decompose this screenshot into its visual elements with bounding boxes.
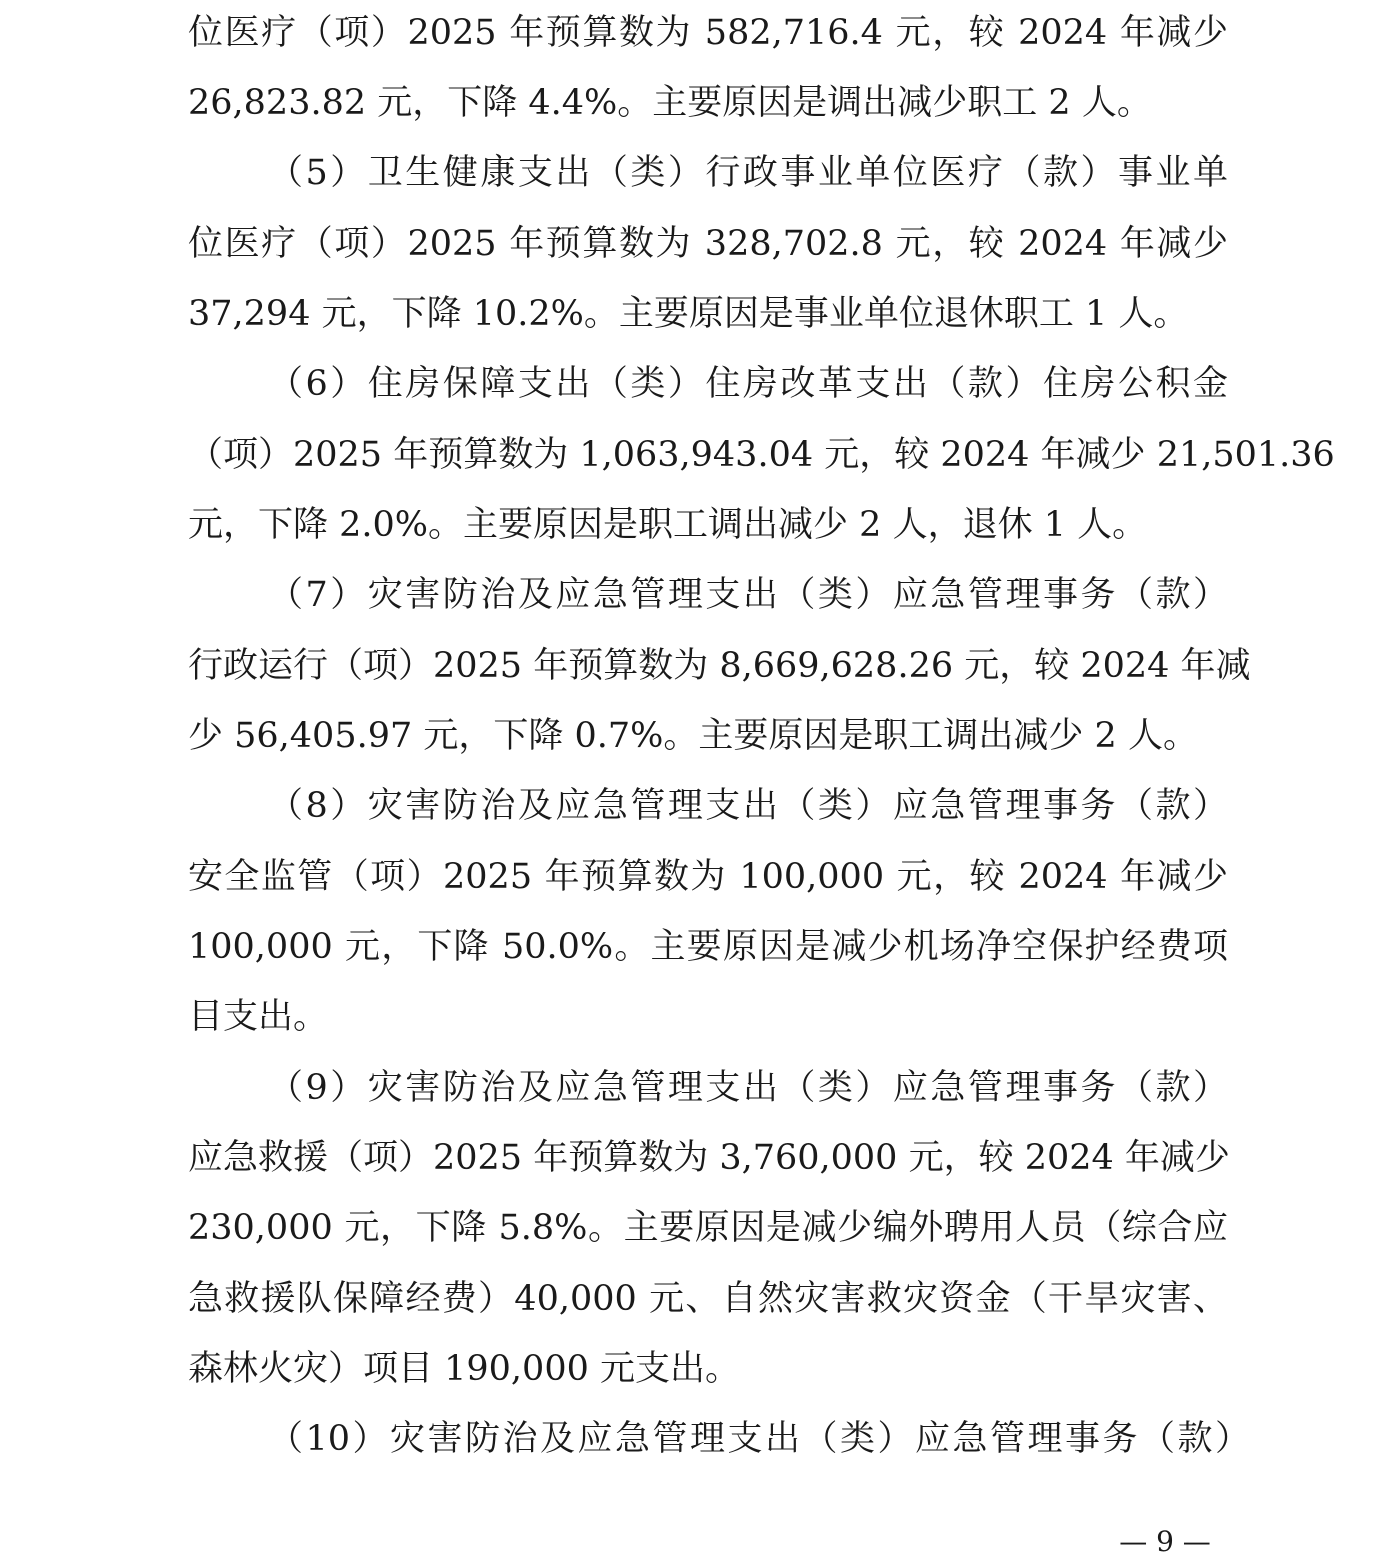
paragraph-9-line-4: 急救援队保障经费）40,000 元、自然灾害救灾资金（干旱灾害、: [188, 1279, 1228, 1319]
paragraph-8-line-3: 100,000 元，下降 50.0%。主要原因是减少机场净空保护经费项: [188, 927, 1228, 967]
paragraph-6-line-3: 元，下降 2.0%。主要原因是职工调出减少 2 人，退休 1 人。: [188, 505, 1148, 545]
paragraph-10-line-1: （10）灾害防治及应急管理支出（类）应急管理事务（款）: [268, 1419, 1250, 1459]
text-line-1: 位医疗（项）2025 年预算数为 582,716.4 元，较 2024 年减少: [188, 13, 1228, 53]
paragraph-9-line-2: 应急救援（项）2025 年预算数为 3,760,000 元，较 2024 年减少: [188, 1138, 1230, 1178]
paragraph-5-line-2: 位医疗（项）2025 年预算数为 328,702.8 元，较 2024 年减少: [188, 224, 1228, 264]
paragraph-7-line-1: （7）灾害防治及应急管理支出（类）应急管理事务（款）: [268, 575, 1228, 615]
paragraph-9-line-1: （9）灾害防治及应急管理支出（类）应急管理事务（款）: [268, 1068, 1228, 1108]
page-number: — 9 —: [1119, 1525, 1211, 1558]
text-line-2: 26,823.82 元，下降 4.4%。主要原因是调出减少职工 2 人。: [188, 83, 1152, 123]
paragraph-8-line-2: 安全监管（项）2025 年预算数为 100,000 元，较 2024 年减少: [188, 857, 1228, 897]
paragraph-8-line-4: 目支出。: [188, 997, 329, 1037]
paragraph-7-line-2: 行政运行（项）2025 年预算数为 8,669,628.26 元，较 2024 年减: [188, 646, 1251, 686]
paragraph-5-line-3: 37,294 元，下降 10.2%。主要原因是事业单位退休职工 1 人。: [188, 294, 1189, 334]
paragraph-9-line-3: 230,000 元，下降 5.8%。主要原因是减少编外聘用人员（综合应: [188, 1208, 1228, 1248]
paragraph-9-line-5: 森林火灾）项目 190,000 元支出。: [188, 1349, 740, 1389]
paragraph-6-line-2: （项）2025 年预算数为 1,063,943.04 元，较 2024 年减少 21,501.36: [188, 435, 1335, 475]
paragraph-7-line-3: 少 56,405.97 元，下降 0.7%。主要原因是职工调出减少 2 人。: [188, 716, 1198, 756]
paragraph-6-line-1: （6）住房保障支出（类）住房改革支出（款）住房公积金: [268, 364, 1228, 404]
paragraph-5-line-1: （5）卫生健康支出（类）行政事业单位医疗（款）事业单: [268, 153, 1228, 193]
paragraph-8-line-1: （8）灾害防治及应急管理支出（类）应急管理事务（款）: [268, 786, 1228, 826]
